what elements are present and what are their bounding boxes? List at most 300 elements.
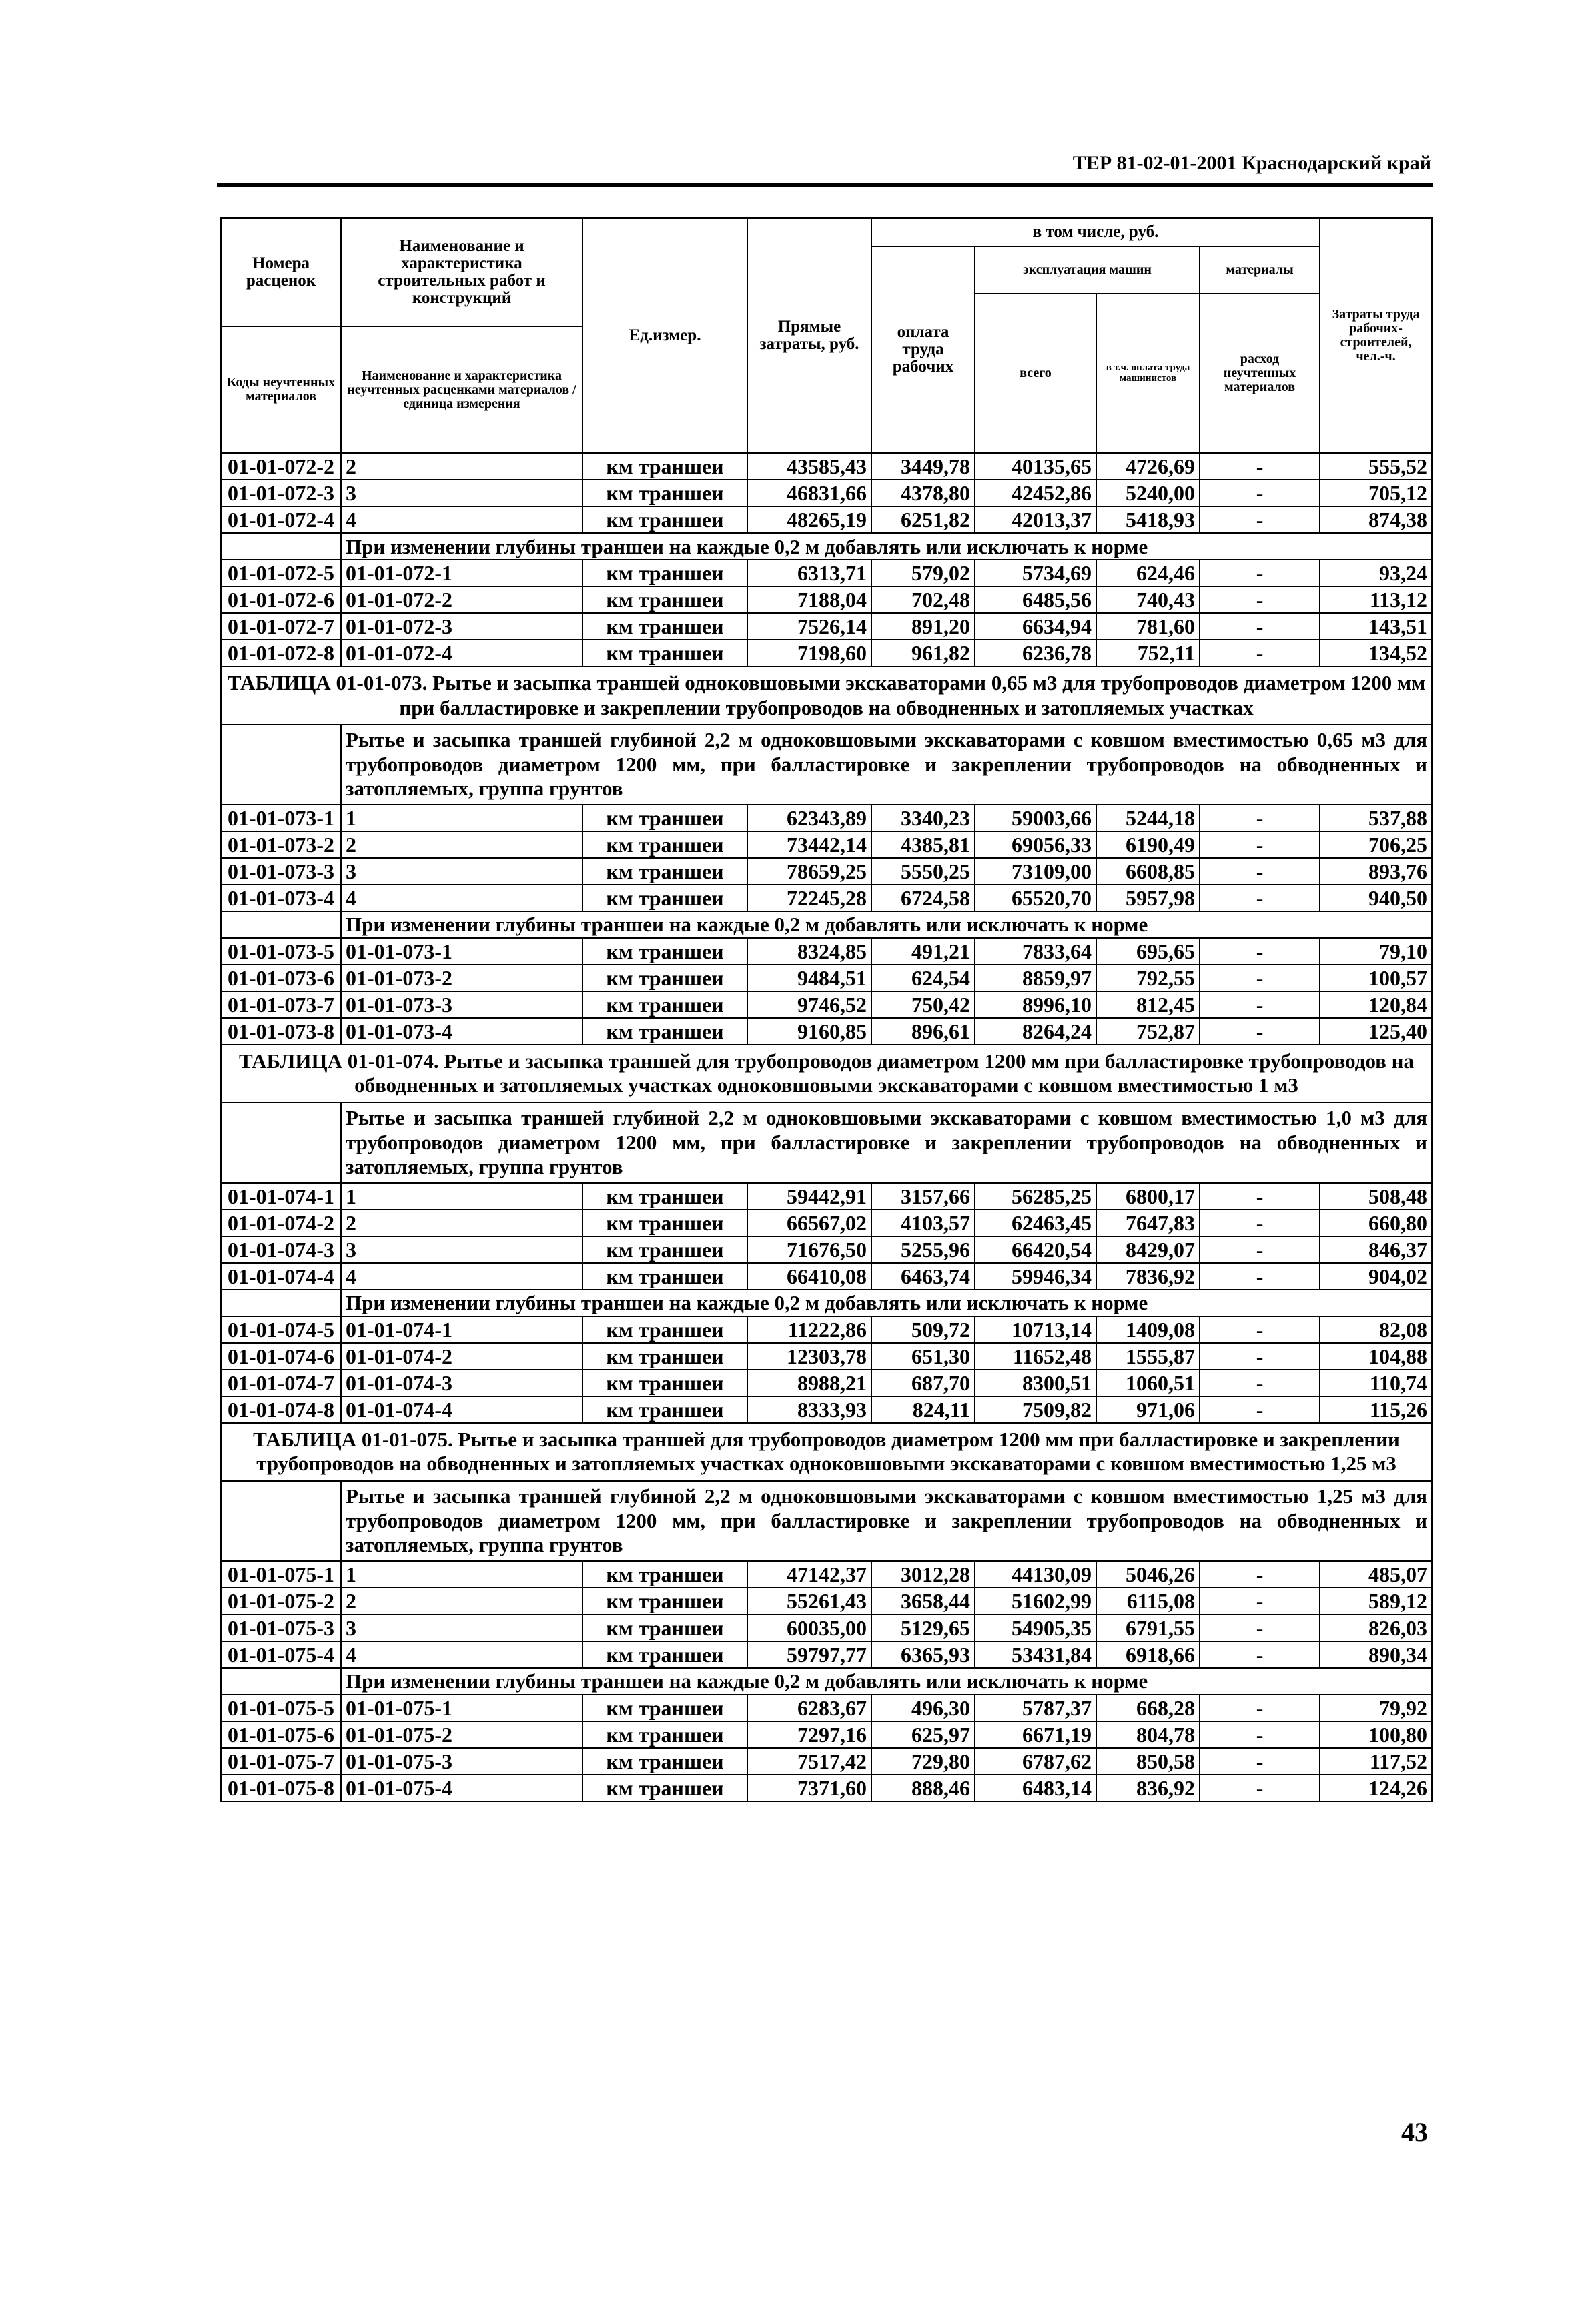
table-header xyxy=(221,218,1432,453)
direct-cost-cell: 48265,19 xyxy=(747,506,871,533)
unit-cell: км траншеи xyxy=(582,965,747,991)
materials-usage-cell: - xyxy=(1200,1316,1320,1343)
operator-wages-cell: 7647,83 xyxy=(1096,1210,1200,1236)
table-row xyxy=(221,560,1432,586)
machine-cost-cell: 56285,25 xyxy=(975,1183,1096,1210)
machine-cost-cell: 6236,78 xyxy=(975,640,1096,666)
work-name-cell: 4 xyxy=(341,1263,582,1290)
materials-usage-cell: - xyxy=(1200,1695,1320,1721)
direct-cost-cell: 7188,04 xyxy=(747,586,871,613)
work-description: Рытье и засыпка траншей глубиной 2,2 м одноковшовыми экскаваторами с ковшом вместимостью 1,0 м3 для трубопроводов диаметром 1200 мм, при балластировке и закреплении трубопроводов на обводненных и затопляемых, группа грунтов xyxy=(341,1103,1432,1183)
col-header-materials-usage: расход неучтенных материалов xyxy=(1200,294,1320,453)
unit-cell: км траншеи xyxy=(582,1018,747,1045)
labor-cost-cell: 143,51 xyxy=(1320,613,1432,640)
materials-usage-cell: - xyxy=(1200,1615,1320,1641)
worker-wages-cell: 961,82 xyxy=(871,640,975,666)
materials-usage-cell: - xyxy=(1200,506,1320,533)
direct-cost-cell: 7198,60 xyxy=(747,640,871,666)
labor-cost-cell: 134,52 xyxy=(1320,640,1432,666)
worker-wages-cell: 496,30 xyxy=(871,1695,975,1721)
work-name-cell: 01-01-075-4 xyxy=(341,1775,582,1801)
work-name-cell: 2 xyxy=(341,831,582,858)
unit-cell: км траншеи xyxy=(582,1775,747,1801)
work-name-cell: 01-01-075-1 xyxy=(341,1695,582,1721)
table-row xyxy=(221,885,1432,911)
rate-code-cell: 01-01-073-6 xyxy=(221,965,341,991)
work-name-cell: 1 xyxy=(341,1183,582,1210)
table-row xyxy=(221,831,1432,858)
worker-wages-cell: 3340,23 xyxy=(871,805,975,831)
work-description: Рытье и засыпка траншей глубиной 2,2 м одноковшовыми экскаваторами с ковшом вместимостью 1,25 м3 для трубопроводов диаметром 1200 мм, при балластировке и закреплении трубопроводов на обводненных и затопляемых, группа грунтов xyxy=(341,1481,1432,1561)
operator-wages-cell: 7836,92 xyxy=(1096,1263,1200,1290)
unit-cell: км траншеи xyxy=(582,1316,747,1343)
unit-cell: км траншеи xyxy=(582,613,747,640)
unit-cell: км траншеи xyxy=(582,831,747,858)
operator-wages-cell: 6115,08 xyxy=(1096,1588,1200,1615)
rate-code-cell: 01-01-075-6 xyxy=(221,1721,341,1748)
worker-wages-cell: 750,42 xyxy=(871,991,975,1018)
materials-usage-cell: - xyxy=(1200,640,1320,666)
table-row xyxy=(221,965,1432,991)
note-text: При изменении глубины траншеи на каждые 0,2 м добавлять или исключать к норме xyxy=(341,911,1432,938)
worker-wages-cell: 625,97 xyxy=(871,1721,975,1748)
unit-cell: км траншеи xyxy=(582,560,747,586)
machine-cost-cell: 8264,24 xyxy=(975,1018,1096,1045)
direct-cost-cell: 8988,21 xyxy=(747,1370,871,1396)
worker-wages-cell: 3012,28 xyxy=(871,1561,975,1588)
rate-code-cell: 01-01-074-2 xyxy=(221,1210,341,1236)
work-name-cell: 01-01-075-2 xyxy=(341,1721,582,1748)
rate-code-cell: 01-01-074-5 xyxy=(221,1316,341,1343)
operator-wages-cell: 5418,93 xyxy=(1096,506,1200,533)
work-name-cell: 3 xyxy=(341,1615,582,1641)
page-number: 43 xyxy=(1401,2117,1428,2147)
work-name-cell: 01-01-072-3 xyxy=(341,613,582,640)
direct-cost-cell: 9484,51 xyxy=(747,965,871,991)
unit-cell: км траншеи xyxy=(582,1695,747,1721)
materials-usage-cell: - xyxy=(1200,480,1320,506)
rate-code-cell: 01-01-075-3 xyxy=(221,1615,341,1641)
work-name-cell: 01-01-074-1 xyxy=(341,1316,582,1343)
worker-wages-cell: 5255,96 xyxy=(871,1236,975,1263)
direct-cost-cell: 71676,50 xyxy=(747,1236,871,1263)
direct-cost-cell: 60035,00 xyxy=(747,1615,871,1641)
machine-cost-cell: 6483,14 xyxy=(975,1775,1096,1801)
unit-cell: км траншеи xyxy=(582,480,747,506)
operator-wages-cell: 6190,49 xyxy=(1096,831,1200,858)
empty-cell xyxy=(221,1103,341,1183)
direct-cost-cell: 72245,28 xyxy=(747,885,871,911)
worker-wages-cell: 491,21 xyxy=(871,938,975,965)
materials-usage-cell: - xyxy=(1200,831,1320,858)
work-name-cell: 4 xyxy=(341,1641,582,1668)
direct-cost-cell: 8324,85 xyxy=(747,938,871,965)
unit-cell: км траншеи xyxy=(582,1370,747,1396)
machine-cost-cell: 69056,33 xyxy=(975,831,1096,858)
col-header-material-code: Коды неучтенных материалов xyxy=(221,326,341,453)
machine-cost-cell: 62463,45 xyxy=(975,1210,1096,1236)
table-row xyxy=(221,1236,1432,1263)
worker-wages-cell: 509,72 xyxy=(871,1316,975,1343)
operator-wages-cell: 971,06 xyxy=(1096,1396,1200,1423)
rate-code-cell: 01-01-073-7 xyxy=(221,991,341,1018)
direct-cost-cell: 66567,02 xyxy=(747,1210,871,1236)
operator-wages-cell: 1409,08 xyxy=(1096,1316,1200,1343)
machine-cost-cell: 51602,99 xyxy=(975,1588,1096,1615)
worker-wages-cell: 896,61 xyxy=(871,1018,975,1045)
materials-usage-cell: - xyxy=(1200,586,1320,613)
rate-code-cell: 01-01-073-2 xyxy=(221,831,341,858)
machine-cost-cell: 10713,14 xyxy=(975,1316,1096,1343)
labor-cost-cell: 705,12 xyxy=(1320,480,1432,506)
unit-cell: км траншеи xyxy=(582,506,747,533)
materials-usage-cell: - xyxy=(1200,1561,1320,1588)
operator-wages-cell: 8429,07 xyxy=(1096,1236,1200,1263)
work-name-cell: 4 xyxy=(341,885,582,911)
labor-cost-cell: 555,52 xyxy=(1320,453,1432,480)
work-name-cell: 01-01-072-2 xyxy=(341,586,582,613)
unit-cell: км траншеи xyxy=(582,938,747,965)
operator-wages-cell: 5957,98 xyxy=(1096,885,1200,911)
section-title-row xyxy=(221,666,1432,725)
labor-cost-cell: 113,12 xyxy=(1320,586,1432,613)
work-description: Рытье и засыпка траншей глубиной 2,2 м одноковшовыми экскаваторами с ковшом вместимостью 0,65 м3 для трубопроводов диаметром 1200 мм, при балластировке и закреплении трубопроводов на обводненных и затопляемых, группа грунтов xyxy=(341,725,1432,805)
table-row xyxy=(221,1343,1432,1370)
materials-usage-cell: - xyxy=(1200,1641,1320,1668)
price-table xyxy=(220,217,1433,1802)
work-name-cell: 2 xyxy=(341,1210,582,1236)
unit-cell: км траншеи xyxy=(582,1396,747,1423)
table-row xyxy=(221,453,1432,480)
rate-code-cell: 01-01-074-4 xyxy=(221,1263,341,1290)
table-row xyxy=(221,1775,1432,1801)
unit-cell: км траншеи xyxy=(582,1588,747,1615)
table-row xyxy=(221,640,1432,666)
operator-wages-cell: 752,87 xyxy=(1096,1018,1200,1045)
operator-wages-cell: 624,46 xyxy=(1096,560,1200,586)
col-header-machines-total: всего xyxy=(975,294,1096,453)
labor-cost-cell: 537,88 xyxy=(1320,805,1432,831)
worker-wages-cell: 6365,93 xyxy=(871,1641,975,1668)
machine-cost-cell: 5734,69 xyxy=(975,560,1096,586)
table-row xyxy=(221,991,1432,1018)
unit-cell: км траншеи xyxy=(582,453,747,480)
operator-wages-cell: 6608,85 xyxy=(1096,858,1200,885)
worker-wages-cell: 579,02 xyxy=(871,560,975,586)
operator-wages-cell: 6800,17 xyxy=(1096,1183,1200,1210)
unit-cell: км траншеи xyxy=(582,1236,747,1263)
unit-cell: км траншеи xyxy=(582,805,747,831)
work-name-cell: 01-01-074-3 xyxy=(341,1370,582,1396)
direct-cost-cell: 9160,85 xyxy=(747,1018,871,1045)
operator-wages-cell: 740,43 xyxy=(1096,586,1200,613)
table-body xyxy=(221,453,1432,1801)
unit-cell: км траншеи xyxy=(582,640,747,666)
rate-code-cell: 01-01-075-4 xyxy=(221,1641,341,1668)
direct-cost-cell: 66410,08 xyxy=(747,1263,871,1290)
labor-cost-cell: 100,80 xyxy=(1320,1721,1432,1748)
machine-cost-cell: 65520,70 xyxy=(975,885,1096,911)
materials-usage-cell: - xyxy=(1200,1370,1320,1396)
unit-cell: км траншеи xyxy=(582,586,747,613)
rate-code-cell: 01-01-073-3 xyxy=(221,858,341,885)
labor-cost-cell: 508,48 xyxy=(1320,1183,1432,1210)
direct-cost-cell: 47142,37 xyxy=(747,1561,871,1588)
machine-cost-cell: 6485,56 xyxy=(975,586,1096,613)
materials-usage-cell: - xyxy=(1200,453,1320,480)
materials-usage-cell: - xyxy=(1200,1183,1320,1210)
rate-code-cell: 01-01-075-8 xyxy=(221,1775,341,1801)
table-row xyxy=(221,805,1432,831)
rate-code-cell: 01-01-073-1 xyxy=(221,805,341,831)
col-header-name: Наименование и характеристика строительных работ и конструкций xyxy=(341,218,582,326)
table-row xyxy=(221,1210,1432,1236)
operator-wages-cell: 4726,69 xyxy=(1096,453,1200,480)
operator-wages-cell: 6791,55 xyxy=(1096,1615,1200,1641)
materials-usage-cell: - xyxy=(1200,991,1320,1018)
materials-usage-cell: - xyxy=(1200,1236,1320,1263)
work-name-cell: 3 xyxy=(341,858,582,885)
col-header-unit: Ед.измер. xyxy=(582,218,747,453)
description-row xyxy=(221,1103,1432,1183)
operator-wages-cell: 836,92 xyxy=(1096,1775,1200,1801)
col-header-labor: Затраты труда рабочих-строителей, чел.-ч. xyxy=(1320,218,1432,453)
direct-cost-cell: 8333,93 xyxy=(747,1396,871,1423)
section-title: ТАБЛИЦА 01-01-073. Рытье и засыпка траншей одноковшовыми экскаваторами 0,65 м3 для трубопроводов диаметром 1200 мм при балластировке и закреплении трубопроводов на обводненных и затопляемых участках xyxy=(221,666,1432,725)
operator-wages-cell: 781,60 xyxy=(1096,613,1200,640)
direct-cost-cell: 55261,43 xyxy=(747,1588,871,1615)
machine-cost-cell: 11652,48 xyxy=(975,1343,1096,1370)
direct-cost-cell: 59797,77 xyxy=(747,1641,871,1668)
unit-cell: км траншеи xyxy=(582,1748,747,1775)
direct-cost-cell: 6283,67 xyxy=(747,1695,871,1721)
materials-usage-cell: - xyxy=(1200,805,1320,831)
materials-usage-cell: - xyxy=(1200,1721,1320,1748)
table-row xyxy=(221,858,1432,885)
rate-code-cell: 01-01-072-4 xyxy=(221,506,341,533)
rate-code-cell: 01-01-072-2 xyxy=(221,453,341,480)
worker-wages-cell: 3449,78 xyxy=(871,453,975,480)
section-title-row xyxy=(221,1423,1432,1481)
operator-wages-cell: 792,55 xyxy=(1096,965,1200,991)
machine-cost-cell: 40135,65 xyxy=(975,453,1096,480)
materials-usage-cell: - xyxy=(1200,1396,1320,1423)
operator-wages-cell: 804,78 xyxy=(1096,1721,1200,1748)
table-row xyxy=(221,1695,1432,1721)
machine-cost-cell: 66420,54 xyxy=(975,1236,1096,1263)
table-row xyxy=(221,1018,1432,1045)
col-header-wages: оплата труда рабочих xyxy=(871,246,975,453)
empty-cell xyxy=(221,533,341,560)
labor-cost-cell: 82,08 xyxy=(1320,1316,1432,1343)
machine-cost-cell: 54905,35 xyxy=(975,1615,1096,1641)
labor-cost-cell: 940,50 xyxy=(1320,885,1432,911)
labor-cost-cell: 100,57 xyxy=(1320,965,1432,991)
operator-wages-cell: 5240,00 xyxy=(1096,480,1200,506)
unit-cell: км траншеи xyxy=(582,1615,747,1641)
direct-cost-cell: 7526,14 xyxy=(747,613,871,640)
unit-cell: км траншеи xyxy=(582,1561,747,1588)
table-row xyxy=(221,586,1432,613)
rate-code-cell: 01-01-072-7 xyxy=(221,613,341,640)
direct-cost-cell: 78659,25 xyxy=(747,858,871,885)
note-row xyxy=(221,911,1432,938)
note-row xyxy=(221,1290,1432,1316)
worker-wages-cell: 5129,65 xyxy=(871,1615,975,1641)
table-row xyxy=(221,1263,1432,1290)
empty-cell xyxy=(221,1290,341,1316)
materials-usage-cell: - xyxy=(1200,1748,1320,1775)
rate-code-cell: 01-01-073-5 xyxy=(221,938,341,965)
machine-cost-cell: 5787,37 xyxy=(975,1695,1096,1721)
rate-code-cell: 01-01-073-8 xyxy=(221,1018,341,1045)
labor-cost-cell: 117,52 xyxy=(1320,1748,1432,1775)
direct-cost-cell: 62343,89 xyxy=(747,805,871,831)
unit-cell: км траншеи xyxy=(582,1641,747,1668)
col-header-material-name: Наименование и характеристика неучтенных расценками материалов / единица измерения xyxy=(341,326,582,453)
work-name-cell: 01-01-073-3 xyxy=(341,991,582,1018)
direct-cost-cell: 7297,16 xyxy=(747,1721,871,1748)
operator-wages-cell: 1060,51 xyxy=(1096,1370,1200,1396)
header-rule xyxy=(217,183,1433,187)
labor-cost-cell: 485,07 xyxy=(1320,1561,1432,1588)
operator-wages-cell: 5046,26 xyxy=(1096,1561,1200,1588)
col-header-including: в том числе, руб. xyxy=(871,218,1320,246)
direct-cost-cell: 43585,43 xyxy=(747,453,871,480)
worker-wages-cell: 651,30 xyxy=(871,1343,975,1370)
worker-wages-cell: 891,20 xyxy=(871,613,975,640)
unit-cell: км траншеи xyxy=(582,858,747,885)
labor-cost-cell: 125,40 xyxy=(1320,1018,1432,1045)
work-name-cell: 01-01-075-3 xyxy=(341,1748,582,1775)
work-name-cell: 3 xyxy=(341,1236,582,1263)
direct-cost-cell: 46831,66 xyxy=(747,480,871,506)
labor-cost-cell: 589,12 xyxy=(1320,1588,1432,1615)
worker-wages-cell: 624,54 xyxy=(871,965,975,991)
worker-wages-cell: 4378,80 xyxy=(871,480,975,506)
rate-code-cell: 01-01-073-4 xyxy=(221,885,341,911)
table-row xyxy=(221,1183,1432,1210)
work-name-cell: 3 xyxy=(341,480,582,506)
labor-cost-cell: 93,24 xyxy=(1320,560,1432,586)
table-row xyxy=(221,1615,1432,1641)
work-name-cell: 2 xyxy=(341,1588,582,1615)
worker-wages-cell: 4103,57 xyxy=(871,1210,975,1236)
section-title: ТАБЛИЦА 01-01-075. Рытье и засыпка траншей для трубопроводов диаметром 1200 мм при балластировке и закреплении трубопроводов на обводненных и затопляемых участках одноковшовыми экскаваторами с ковшом вместимостью 1,25 м3 xyxy=(221,1423,1432,1481)
rate-code-cell: 01-01-072-6 xyxy=(221,586,341,613)
table-row xyxy=(221,1370,1432,1396)
worker-wages-cell: 824,11 xyxy=(871,1396,975,1423)
table-row xyxy=(221,1748,1432,1775)
direct-cost-cell: 7371,60 xyxy=(747,1775,871,1801)
table-row xyxy=(221,1396,1432,1423)
labor-cost-cell: 104,88 xyxy=(1320,1343,1432,1370)
work-name-cell: 01-01-073-4 xyxy=(341,1018,582,1045)
table-row xyxy=(221,1316,1432,1343)
col-header-materials: материалы xyxy=(1200,246,1320,294)
note-row xyxy=(221,533,1432,560)
description-row xyxy=(221,1481,1432,1561)
labor-cost-cell: 846,37 xyxy=(1320,1236,1432,1263)
labor-cost-cell: 115,26 xyxy=(1320,1396,1432,1423)
rate-code-cell: 01-01-075-2 xyxy=(221,1588,341,1615)
table-row xyxy=(221,613,1432,640)
rate-code-cell: 01-01-072-8 xyxy=(221,640,341,666)
rate-code-cell: 01-01-074-8 xyxy=(221,1396,341,1423)
unit-cell: км траншеи xyxy=(582,1210,747,1236)
materials-usage-cell: - xyxy=(1200,560,1320,586)
operator-wages-cell: 5244,18 xyxy=(1096,805,1200,831)
document-header: ТЕР 81-02-01-2001 Краснодарский край xyxy=(1072,152,1431,174)
table-row xyxy=(221,506,1432,533)
operator-wages-cell: 695,65 xyxy=(1096,938,1200,965)
direct-cost-cell: 11222,86 xyxy=(747,1316,871,1343)
machine-cost-cell: 59003,66 xyxy=(975,805,1096,831)
work-name-cell: 2 xyxy=(341,453,582,480)
worker-wages-cell: 4385,81 xyxy=(871,831,975,858)
machine-cost-cell: 42013,37 xyxy=(975,506,1096,533)
unit-cell: км траншеи xyxy=(582,1721,747,1748)
machine-cost-cell: 73109,00 xyxy=(975,858,1096,885)
unit-cell: км траншеи xyxy=(582,885,747,911)
work-name-cell: 01-01-073-1 xyxy=(341,938,582,965)
labor-cost-cell: 874,38 xyxy=(1320,506,1432,533)
labor-cost-cell: 904,02 xyxy=(1320,1263,1432,1290)
empty-cell xyxy=(221,1481,341,1561)
work-name-cell: 1 xyxy=(341,805,582,831)
machine-cost-cell: 6634,94 xyxy=(975,613,1096,640)
col-header-code: Номера расценок xyxy=(221,218,341,326)
direct-cost-cell: 6313,71 xyxy=(747,560,871,586)
table-row xyxy=(221,1588,1432,1615)
table-row xyxy=(221,1561,1432,1588)
machine-cost-cell: 7509,82 xyxy=(975,1396,1096,1423)
materials-usage-cell: - xyxy=(1200,965,1320,991)
machine-cost-cell: 6671,19 xyxy=(975,1721,1096,1748)
table-row xyxy=(221,480,1432,506)
labor-cost-cell: 890,34 xyxy=(1320,1641,1432,1668)
machine-cost-cell: 8859,97 xyxy=(975,965,1096,991)
labor-cost-cell: 79,92 xyxy=(1320,1695,1432,1721)
rate-code-cell: 01-01-074-6 xyxy=(221,1343,341,1370)
note-text: При изменении глубины траншеи на каждые 0,2 м добавлять или исключать к норме xyxy=(341,1668,1432,1695)
section-title: ТАБЛИЦА 01-01-074. Рытье и засыпка траншей для трубопроводов диаметром 1200 мм при балластировке трубопроводов на обводненных и затопляемых участках одноковшовыми экскаваторами с ковшом вместимостью 1 м3 xyxy=(221,1045,1432,1103)
section-title-row xyxy=(221,1045,1432,1103)
machine-cost-cell: 53431,84 xyxy=(975,1641,1096,1668)
materials-usage-cell: - xyxy=(1200,613,1320,640)
materials-usage-cell: - xyxy=(1200,1018,1320,1045)
col-header-machines: эксплуатация машин xyxy=(975,246,1200,294)
operator-wages-cell: 668,28 xyxy=(1096,1695,1200,1721)
empty-cell xyxy=(221,725,341,805)
unit-cell: км траншеи xyxy=(582,1343,747,1370)
rate-code-cell: 01-01-072-5 xyxy=(221,560,341,586)
col-header-machines-wages: в т.ч. оплата труда машинистов xyxy=(1096,294,1200,453)
unit-cell: км траншеи xyxy=(582,1263,747,1290)
materials-usage-cell: - xyxy=(1200,885,1320,911)
empty-cell xyxy=(221,1668,341,1695)
materials-usage-cell: - xyxy=(1200,858,1320,885)
rate-code-cell: 01-01-072-3 xyxy=(221,480,341,506)
work-name-cell: 1 xyxy=(341,1561,582,1588)
worker-wages-cell: 6463,74 xyxy=(871,1263,975,1290)
work-name-cell: 4 xyxy=(341,506,582,533)
materials-usage-cell: - xyxy=(1200,1210,1320,1236)
rate-code-cell: 01-01-075-5 xyxy=(221,1695,341,1721)
machine-cost-cell: 6787,62 xyxy=(975,1748,1096,1775)
rate-code-cell: 01-01-074-3 xyxy=(221,1236,341,1263)
table-row xyxy=(221,1641,1432,1668)
